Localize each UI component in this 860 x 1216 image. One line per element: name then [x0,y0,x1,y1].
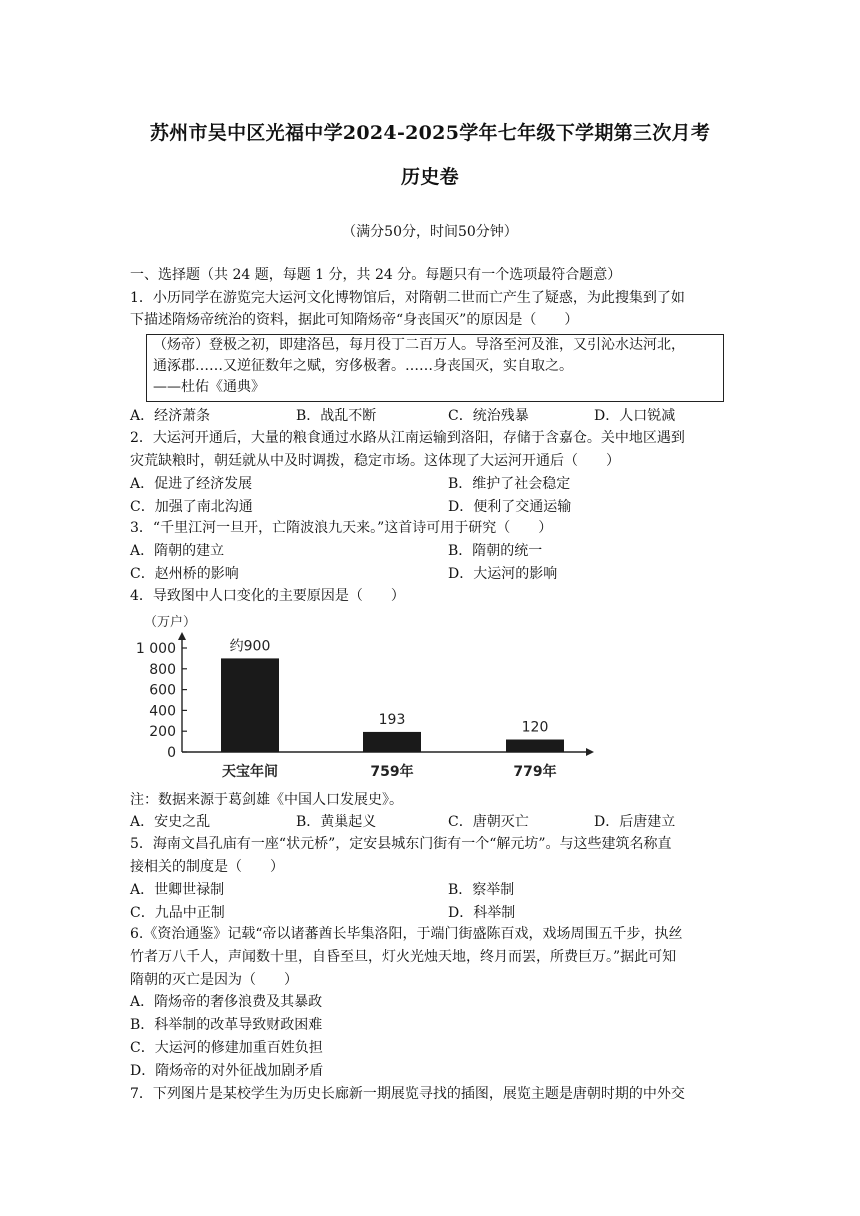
q4-option-b[interactable]: B．黄巢起义 [296,814,377,830]
q6-stem-line3: 隋朝的灭亡是因为（ ） [130,972,298,988]
q2-stem-line2: 灾荒缺粮时，朝廷就从中及时调拨，稳定市场。这体现了大运河开通后（ ） [130,453,620,469]
q3-option-c[interactable]: C．赵州桥的影响 [130,566,239,582]
bar-data-label: 193 [378,711,406,728]
q6-stem-line1: 6.《资治通鉴》记载“帝以诸蕃酋长毕集洛阳，于端门街盛陈百戏，戏场周围五千步，执丝 [130,926,683,942]
bar-1 [363,732,421,752]
q3-option-a[interactable]: A．隋朝的建立 [130,543,225,559]
q2-option-d[interactable]: D．便利了交通运输 [448,499,572,515]
q1-option-a[interactable]: A．经济萧条 [130,408,211,424]
exam-title-line1: 苏州市吴中区光福中学2024-2025学年七年级下学期第三次月考 [149,122,711,144]
q1-option-d[interactable]: D．人口锐减 [594,408,676,424]
bar-0 [221,658,279,752]
q6-option-b[interactable]: B．科举制的改革导致财政困难 [130,1017,323,1033]
exam-title-line2: 历史卷 [401,166,459,188]
q1-option-c[interactable]: C．统治残暴 [448,408,529,424]
q2-option-b[interactable]: B．维护了社会稳定 [448,476,571,492]
q2-option-c[interactable]: C．加强了南北沟通 [130,499,253,515]
q1-quote-line2: 通涿郡……又逆征数年之赋，穷侈极奢。……身丧国灭，实自取之。 [153,358,573,374]
y-tick-label: 800 [149,661,176,678]
q4-option-c[interactable]: C．唐朝灭亡 [448,814,529,830]
y-tick-label: 0 [167,745,176,761]
exam-info: （满分50分，时间50分钟） [342,224,518,240]
q6-stem-line2: 竹者万八千人，声闻数十里，自昏至旦，灯火光烛天地，终月而罢，所费巨万。”据此可知 [130,949,677,965]
q4-note: 注：数据来源于葛剑雄《中国人口发展史》。 [130,792,403,808]
q4-stem-line1: 4．导致图中人口变化的主要原因是（ ） [130,588,405,604]
q3-option-d[interactable]: D．大运河的影响 [448,566,558,582]
chart-y-axis-label: （万户） [144,615,197,630]
y-tick-label: 200 [149,724,176,741]
q1-quote-line1: （炀帝）登极之初，即建洛邑，每月役丁二百万人。导洛至河及淮，又引沁水达河北， [153,337,685,353]
y-tick-label: 1 000 [135,641,176,657]
q7-stem-line1: 7．下列图片是某校学生为历史长廊新一期展览寻找的插图，展览主题是唐朝时期的中外交 [130,1086,685,1102]
q1-option-b[interactable]: B．战乱不断 [296,408,377,424]
x-tick-label: 天宝年间 [222,764,278,780]
q5-option-c[interactable]: C．九品中正制 [130,905,225,921]
x-axis-arrow [586,748,594,756]
q6-option-a[interactable]: A．隋炀帝的奢侈浪费及其暴政 [130,994,323,1010]
q3-stem-line1: 3．“千里江河一旦开，亡隋波浪九天来。”这首诗可用于研究（ ） [130,520,553,536]
q2-stem-line1: 2．大运河开通后，大量的粮食通过水路从江南运输到洛阳，存储于含嘉仓。关中地区遇到 [130,430,685,446]
q2-option-a[interactable]: A．促进了经济发展 [130,476,253,492]
bar-2 [506,740,564,752]
q4-option-d[interactable]: D．后唐建立 [594,814,676,830]
q6-option-c[interactable]: C．大运河的修建加重百姓负担 [130,1040,323,1056]
bar-data-label: 120 [521,719,549,736]
y-axis-arrow [178,632,186,640]
q1-stem-line2: 下描述隋炀帝统治的资料，据此可知隋炀帝“身丧国灭”的原因是（ ） [130,312,579,328]
q5-option-a[interactable]: A．世卿世禄制 [130,882,225,898]
q3-option-b[interactable]: B．隋朝的统一 [448,543,543,559]
q1-quote-box [146,334,724,402]
population-bar-chart [126,608,596,784]
x-tick-label: 779年 [513,764,557,780]
q5-stem-line1: 5．海南文昌孔庙有一座“状元桥”，定安县城东门街有一个“解元坊”。与这些建筑名称直 [130,836,672,852]
q5-option-b[interactable]: B．察举制 [448,882,515,898]
bar-data-label: 约900 [229,638,271,655]
q5-option-d[interactable]: D．科举制 [448,905,516,921]
y-tick-label: 400 [149,703,176,720]
x-tick-label: 759年 [370,764,414,780]
y-tick-label: 600 [149,682,176,699]
q5-stem-line2: 接相关的制度是（ ） [130,859,284,875]
q4-option-a[interactable]: A．安史之乱 [130,814,211,830]
section-heading: 一、选择题（共 24 题，每题 1 分，共 24 分。每题只有一个选项最符合题意） [130,267,622,283]
q1-stem-line1: 1．小历同学在游览完大运河文化博物馆后，对隋朝二世而亡产生了疑惑，为此搜集到了如 [130,290,685,306]
q1-quote-source: ——杜佑《通典》 [153,379,265,395]
q6-option-d[interactable]: D．隋炀帝的对外征战加剧矛盾 [130,1063,324,1079]
